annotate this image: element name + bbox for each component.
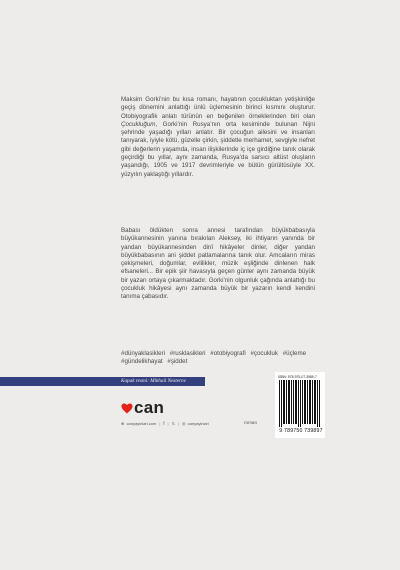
hashtag: #gündelikhayat xyxy=(121,358,163,366)
book-title-italic: Çocukluğum xyxy=(121,120,156,128)
social-handle[interactable]: canyayinlari xyxy=(187,421,209,426)
twitter-icon[interactable]: 𝕏 xyxy=(171,421,175,426)
facebook-icon[interactable]: f xyxy=(163,421,165,426)
description-paragraph-2: Babası öldükten sonra annesi tarafından büyükbabasıyla büyükannesinin yanına bırakılan Aleksey, iki ihtiyarın yanında bir yandan büyükannesinden dinî hikâyeler dinler, diğer yandan büyükbabasının ani şiddet patlamalarına tanık olur. Amcaların miras çekişmeleri, doğumlar, evlilikler, müzik eşliğinde dinlenen halk efsaneleri... Bir epik şiir havasıyla geçen günler aynı zamanda büyük bir yazarı ortaya çıkarmaktadır. Gorki’nin olgunluk çağında anlattığı bu çocukluk hikâyesi aynı zamanda büyük bir yazarın kendi kendini tanıma çabasıdır. xyxy=(121,227,315,301)
barcode-icon xyxy=(279,380,321,427)
barcode-number: 9 789750 739897 xyxy=(279,428,323,434)
hashtag-list xyxy=(121,350,321,367)
hashtag: #dünyaklasikleri xyxy=(121,350,166,357)
description-paragraph-1 xyxy=(121,96,315,179)
heart-icon xyxy=(121,403,133,414)
logo-text: can xyxy=(134,398,165,417)
hashtag: #çocukluk xyxy=(250,350,278,357)
genre-label: roman xyxy=(244,420,258,425)
globe-icon: ⊕ xyxy=(121,421,125,426)
hashtag: #otobiyografi xyxy=(210,350,246,357)
publisher-logo xyxy=(121,400,164,416)
hashtag: #rusklasikleri xyxy=(169,350,206,357)
instagram-icon[interactable]: ◎ xyxy=(182,421,186,426)
barcode-box xyxy=(275,372,325,438)
description-text: , Gorki’nin Rusya’nın orta kesiminde bulunan Nijni şehrinde yaşadığı yılları anlatır. Bir çocuğun ailesini ve insanları tanıyarak, iyiyle kötü, güzelle çirkin, şiddetle merhamet, sevgiyle nefret gibi değerlerin yaşamda, insan ilişkilerinde iç içe girdiğine tanık olarak geçirdiği bu yıllar, aynı zamanda, Rusya’da sarsıcı altüst oluşların yaşandığı, 1905 ve 1917 devrimleriyle ve bütün gürültüsüyle XX. yüzyılın yaklaştığı yıllardır. xyxy=(121,120,315,178)
divider: | xyxy=(177,421,179,426)
hashtag: #şiddet xyxy=(167,358,188,366)
divider: | xyxy=(167,421,169,426)
cover-credit: Kapak resmi: Mikhail Nesterov xyxy=(121,378,186,384)
website-link[interactable]: canyayinlari.com xyxy=(126,421,157,426)
hashtag: #üçleme xyxy=(282,350,307,357)
isbn-label: ISBN: 978-975-07-3989-7 xyxy=(278,375,317,379)
description-text: Maksim Gorki’nin bu kısa romanı, hayatının çocukluktan yetişkinliğe geçiş dönemini anlattığı ünlü üçlemesinin birinci kısmını oluşturur. Otobiyografik anlatı türünün en beğenilen örneklerinden biri olan xyxy=(121,96,315,120)
divider: | xyxy=(159,421,161,426)
